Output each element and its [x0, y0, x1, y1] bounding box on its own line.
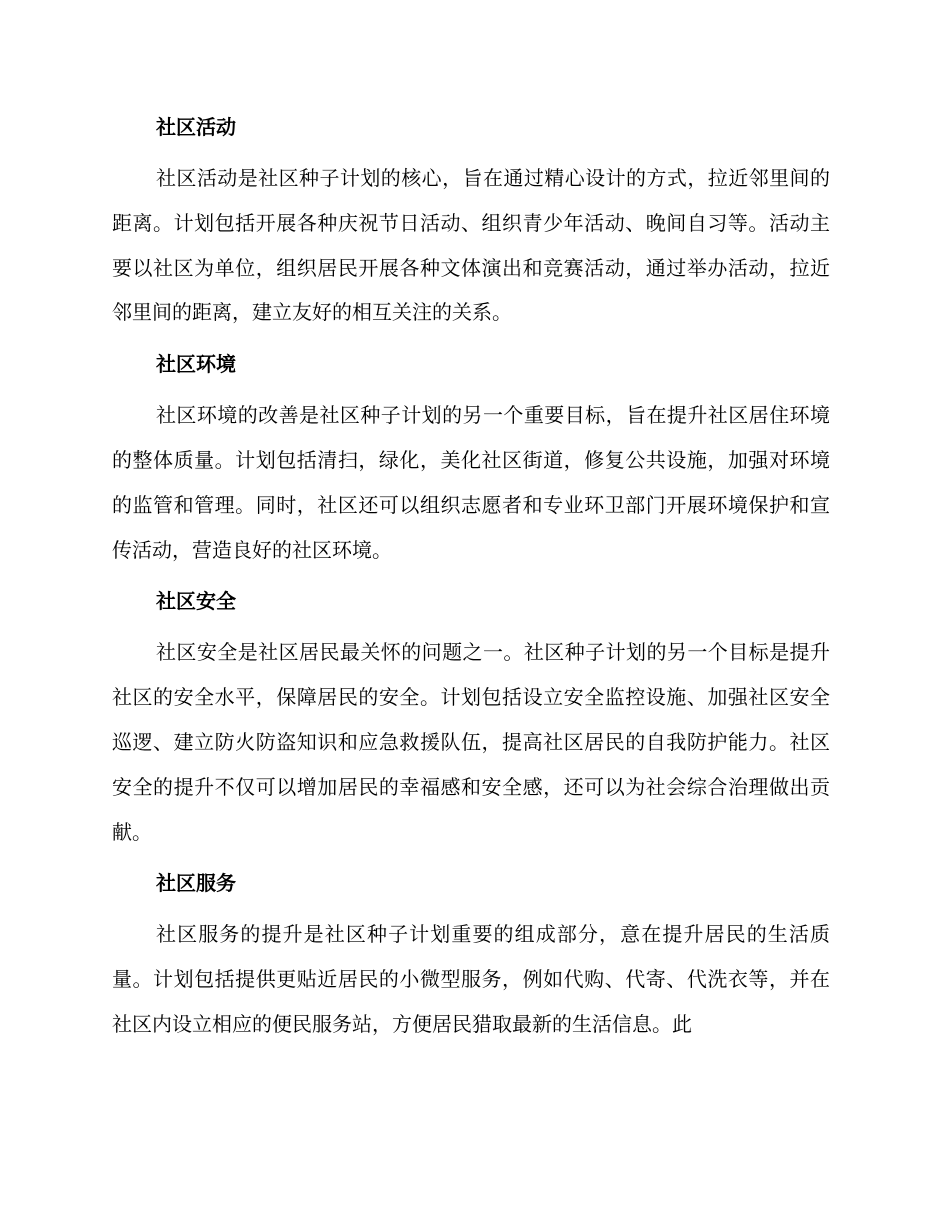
section-heading: 社区安全 [156, 589, 236, 614]
section-community-environment [112, 349, 830, 572]
section-community-services [112, 868, 830, 1046]
section-paragraph: 社区活动是社区种子计划的核心，旨在通过精心设计的方式，拉近邻里间的距离。计划包括开展各种庆祝节日活动、组织青少年活动、晚间自习等。活动主要以社区为单位，组织居民开展各种文体演出和竞赛活动，通过举办活动，拉近邻里间的距离，建立友好的相互关注的关系。 [112, 166, 830, 325]
section-paragraph: 社区安全是社区居民最关怀的问题之一。社区种子计划的另一个目标是提升社区的安全水平，保障居民的安全。计划包括设立安全监控设施、加强社区安全巡逻、建立防火防盗知识和应急救援队伍，提高社区居民的自我防护能力。社区安全的提升不仅可以增加居民的幸福感和安全感，还可以为社会综合治理做出贡献。 [112, 640, 830, 844]
section-heading: 社区活动 [156, 115, 236, 139]
section-paragraph: 社区服务的提升是社区种子计划重要的组成部分，意在提升居民的生活质量。计划包括提供更贴近居民的小微型服务，例如代购、代寄、代洗衣等，并在社区内设立相应的便民服务站，方便居民猎取最新的生活信息。此 [112, 922, 830, 1036]
section-community-activities [112, 112, 830, 335]
section-community-safety [112, 586, 830, 854]
section-heading: 社区环境 [156, 352, 236, 377]
section-heading: 社区服务 [156, 871, 236, 896]
section-paragraph: 社区环境的改善是社区种子计划的另一个重要目标，旨在提升社区居住环境的整体质量。计划包括清扫，绿化，美化社区街道，修复公共设施，加强对环境的监管和管理。同时，社区还可以组织志愿者和专业环卫部门开展环境保护和宣传活动，营造良好的社区环境。 [112, 403, 830, 562]
